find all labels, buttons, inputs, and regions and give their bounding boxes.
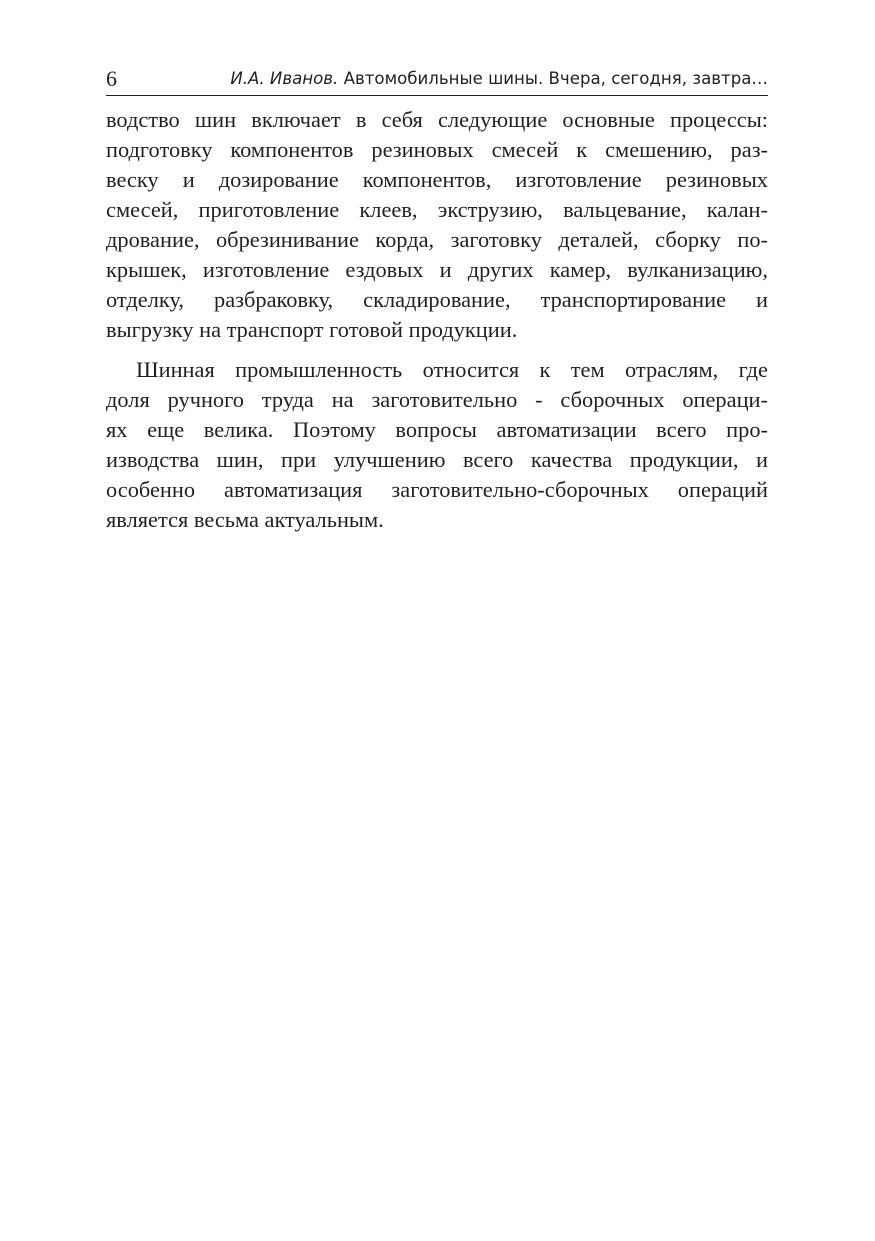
text-line: доля ручного труда на заготовительно - сборочных операци-	[106, 387, 768, 412]
paragraph-2	[106, 355, 768, 535]
running-title	[230, 67, 768, 91]
text-line: дрование, обрезинивание корда, заготовку деталей, сборку по-	[106, 227, 768, 252]
text-line: крышек, изготовление ездовых и других камер, вулканизацию,	[106, 257, 768, 282]
book-page	[106, 64, 768, 535]
text-line: выгрузку на транспорт готовой продукции.	[106, 317, 518, 342]
running-header	[106, 64, 768, 96]
page-number: 6	[106, 66, 117, 91]
text-line: ях еще велика. Поэтому вопросы автоматизации всего про-	[106, 417, 768, 442]
text-line: отделку, разбраковку, складирование, транспортирование и	[106, 287, 768, 312]
header-book-title: Автомобильные шины. Вчера, сегодня, завтра…	[343, 69, 768, 88]
paragraph-1	[106, 105, 768, 345]
text-line: водство шин включает в себя следующие основные процессы:	[106, 107, 768, 132]
text-line: особенно автоматизация заготовительно-сборочных операций	[106, 477, 768, 502]
header-author: И.А. Иванов.	[230, 69, 339, 88]
text-line: смесей, приготовление клеев, экструзию, вальцевание, калан-	[106, 197, 768, 222]
text-line: Шинная промышленность относится к тем отраслям, где	[136, 357, 768, 382]
text-line: веску и дозирование компонентов, изготовление резиновых	[106, 167, 768, 192]
text-line: подготовку компонентов резиновых смесей к смешению, раз-	[106, 137, 768, 162]
text-line: изводства шин, при улучшению всего качества продукции, и	[106, 447, 768, 472]
text-line: является весьма актуальным.	[106, 507, 384, 532]
